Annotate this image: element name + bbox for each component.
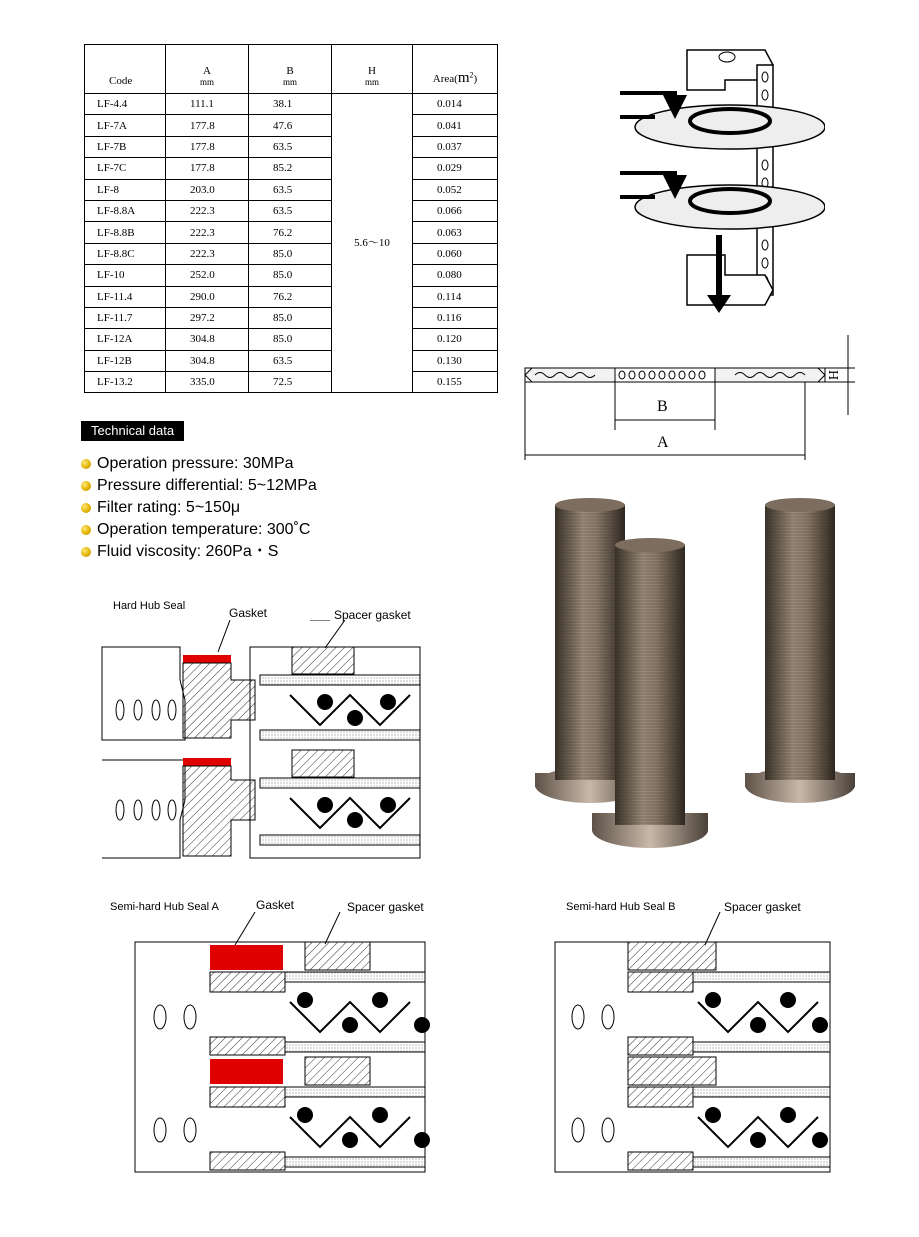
cell-b: 85.0 — [249, 265, 332, 286]
spec-table — [84, 44, 498, 393]
cell-code: LF-11.4 — [85, 286, 166, 307]
cell-code: LF-8.8C — [85, 243, 166, 264]
cell-area: 0.060 — [413, 243, 498, 264]
col-a: A mm — [166, 45, 249, 94]
bullet-icon — [81, 481, 91, 491]
cell-code: LF-4.4 — [85, 94, 166, 115]
hard-hub-seal-title: Hard Hub Seal — [113, 600, 186, 612]
table-row — [85, 286, 498, 307]
cell-area: 0.066 — [413, 200, 498, 221]
cell-b: 63.5 — [249, 200, 332, 221]
semi-hard-a-title: Semi-hard Hub Seal A — [110, 901, 219, 913]
cell-b: 63.5 — [249, 350, 332, 371]
cell-a: 177.8 — [166, 115, 249, 136]
cell-b: 85.0 — [249, 329, 332, 350]
technical-item — [81, 541, 317, 563]
dim-label-h: H — [827, 369, 843, 381]
table-row — [85, 243, 498, 264]
cell-area: 0.037 — [413, 136, 498, 157]
cell-a: 222.3 — [166, 222, 249, 243]
cell-code: LF-8 — [85, 179, 166, 200]
table-row — [85, 158, 498, 179]
cell-a: 177.8 — [166, 158, 249, 179]
technical-item — [81, 475, 317, 497]
cell-a: 290.0 — [166, 286, 249, 307]
cell-area: 0.063 — [413, 222, 498, 243]
cell-area: 0.052 — [413, 179, 498, 200]
col-code: Code — [85, 45, 166, 94]
col-area: $Area(m^2)$ — [413, 45, 498, 94]
cell-code: LF-8.8B — [85, 222, 166, 243]
cell-code: LF-10 — [85, 265, 166, 286]
cell-area: 0.014 — [413, 94, 498, 115]
cell-h: 5.6～10 — [332, 94, 413, 393]
bullet-icon — [81, 459, 91, 469]
cell-code: LF-12B — [85, 350, 166, 371]
technical-item-text: Pressure differential: 5~12MPa — [97, 477, 317, 494]
cell-b: 85.0 — [249, 243, 332, 264]
cell-a: 304.8 — [166, 350, 249, 371]
cell-b: 38.1 — [249, 94, 332, 115]
technical-item — [81, 519, 317, 541]
dim-label-a: A — [657, 434, 669, 451]
cell-area: 0.155 — [413, 372, 498, 393]
cell-area: 0.114 — [413, 286, 498, 307]
cell-area: 0.130 — [413, 350, 498, 371]
technical-item — [81, 497, 317, 519]
semi-b-spacer-label: Spacer gasket — [724, 900, 801, 914]
semi-hard-b-diagram — [550, 912, 835, 1177]
table-row — [85, 372, 498, 393]
cell-a: 203.0 — [166, 179, 249, 200]
technical-data-title: Technical data — [81, 421, 184, 441]
cell-a: 297.2 — [166, 307, 249, 328]
table-row — [85, 350, 498, 371]
cell-a: 177.8 — [166, 136, 249, 157]
table-row — [85, 200, 498, 221]
table-row — [85, 222, 498, 243]
cell-a: 335.0 — [166, 372, 249, 393]
cell-area: 0.041 — [413, 115, 498, 136]
technical-data-list — [81, 453, 317, 563]
semi-a-spacer-label: Spacer gasket — [347, 900, 424, 914]
cell-code: LF-11.7 — [85, 307, 166, 328]
hard-gasket-label: Gasket — [229, 606, 268, 620]
cell-a: 222.3 — [166, 243, 249, 264]
cell-a: 222.3 — [166, 200, 249, 221]
cell-b: 76.2 — [249, 222, 332, 243]
col-h: H mm — [332, 45, 413, 94]
cell-code: LF-7C — [85, 158, 166, 179]
cell-area: 0.029 — [413, 158, 498, 179]
cell-b: 72.5 — [249, 372, 332, 393]
cell-b: 76.2 — [249, 286, 332, 307]
filter-elements-photo — [535, 495, 860, 855]
semi-a-gasket-label: Gasket — [256, 898, 295, 912]
dimension-drawing — [520, 330, 860, 465]
cell-code: LF-13.2 — [85, 372, 166, 393]
dim-label-b: B — [657, 398, 668, 415]
cell-b: 47.6 — [249, 115, 332, 136]
cell-code: LF-7B — [85, 136, 166, 157]
cell-area: 0.116 — [413, 307, 498, 328]
cell-area: 0.080 — [413, 265, 498, 286]
semi-hard-a-diagram — [130, 912, 430, 1177]
bullet-icon — [81, 547, 91, 557]
hard-hub-seal-diagram — [100, 620, 425, 865]
cell-code: LF-7A — [85, 115, 166, 136]
bullet-icon — [81, 525, 91, 535]
technical-item — [81, 453, 317, 475]
table-row — [85, 307, 498, 328]
technical-item-text: Filter rating: 5~150μ — [97, 499, 241, 516]
table-row — [85, 136, 498, 157]
flow-diagram — [615, 45, 825, 320]
bullet-icon — [81, 503, 91, 513]
technical-item-text: Operation temperature: 300˚C — [97, 521, 311, 538]
cell-a: 252.0 — [166, 265, 249, 286]
col-b: B mm — [249, 45, 332, 94]
cell-b: 85.2 — [249, 158, 332, 179]
cell-a: 304.8 — [166, 329, 249, 350]
cell-a: 111.1 — [166, 94, 249, 115]
cell-b: 63.5 — [249, 179, 332, 200]
cell-code: LF-8.8A — [85, 200, 166, 221]
cell-area: 0.120 — [413, 329, 498, 350]
table-row — [85, 115, 498, 136]
cell-b: 85.0 — [249, 307, 332, 328]
table-row — [85, 329, 498, 350]
semi-hard-b-title: Semi-hard Hub Seal B — [566, 901, 676, 913]
table-row — [85, 94, 498, 115]
technical-item-text: Operation pressure: 30MPa — [97, 455, 294, 472]
technical-item-text: Fluid viscosity: 260Pa・S — [97, 543, 279, 560]
cell-code: LF-12A — [85, 329, 166, 350]
hard-spacer-label: Spacer gasket — [334, 608, 411, 622]
table-row — [85, 179, 498, 200]
table-row — [85, 265, 498, 286]
cell-b: 63.5 — [249, 136, 332, 157]
